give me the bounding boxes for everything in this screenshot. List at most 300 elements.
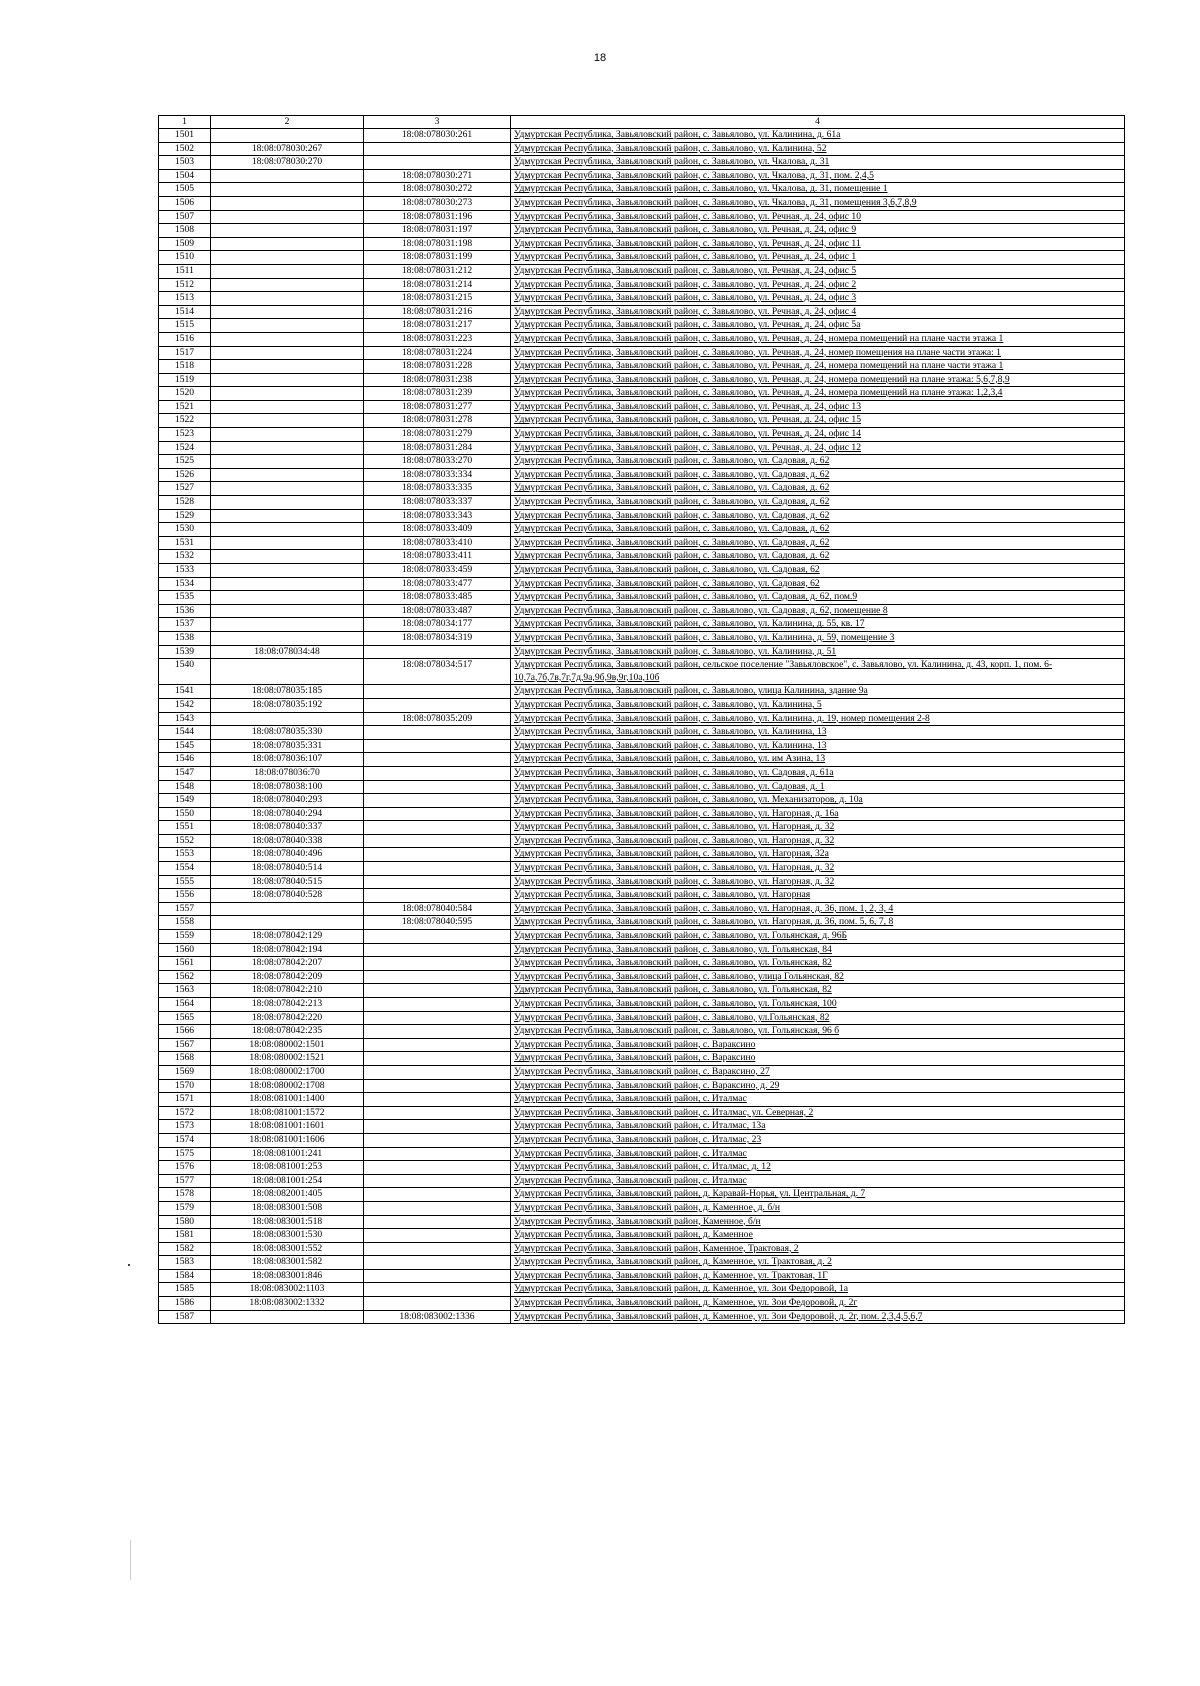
cadastral-number-col2: [211, 305, 364, 319]
cadastral-number-col3: [364, 1283, 511, 1297]
cadastral-number-col2: [211, 536, 364, 550]
scan-speck: [128, 1264, 130, 1266]
address: Удмуртская Республика, Завьяловский район, с. Завьялово, ул. Садовая, д. 62: [511, 482, 1125, 496]
address: Удмуртская Республика, Завьяловский район, с. Завьялово, ул. Гольянская, 100: [511, 998, 1125, 1012]
row-number: 1573: [159, 1120, 211, 1134]
cadastral-number-col2: 18:08:078035:192: [211, 698, 364, 712]
address: Удмуртская Республика, Завьяловский район, с. Завьялово, ул. Чкалова, д. 31, помещения 3,6,7,8,9: [511, 196, 1125, 210]
table-row: [159, 1052, 1125, 1066]
address: Удмуртская Республика, Завьяловский район, с. Италмас: [511, 1147, 1125, 1161]
address: Удмуртская Республика, Завьяловский район, с. Завьялово, ул. Калинина, д. 61а: [511, 129, 1125, 143]
row-number: 1529: [159, 509, 211, 523]
row-number: 1566: [159, 1025, 211, 1039]
cadastral-number-col3: 18:08:083002:1336: [364, 1310, 511, 1324]
row-number: 1551: [159, 821, 211, 835]
cadastral-number-col3: [364, 142, 511, 156]
address: Удмуртская Республика, Завьяловский район, с. Завьялово, ул. Речная, д. 24, офис 4: [511, 305, 1125, 319]
address: Удмуртская Республика, Завьяловский район, с. Завьялово, ул. Гольянская, 96 б: [511, 1025, 1125, 1039]
row-number: 1516: [159, 332, 211, 346]
row-number: 1517: [159, 346, 211, 360]
row-number: 1533: [159, 564, 211, 578]
cadastral-number-col3: 18:08:078030:261: [364, 129, 511, 143]
row-number: 1507: [159, 210, 211, 224]
row-number: 1519: [159, 373, 211, 387]
address: Удмуртская Республика, Завьяловский район, с. Завьялово, ул. Речная, д. 24, номера помещений на плане этажа: 5,6,7,8,9: [511, 373, 1125, 387]
cadastral-number-col2: [211, 455, 364, 469]
cadastral-number-col2: [211, 414, 364, 428]
table-row: [159, 618, 1125, 632]
table-row: [159, 862, 1125, 876]
cadastral-number-col3: [364, 1174, 511, 1188]
row-number: 1556: [159, 889, 211, 903]
cadastral-number-col3: [364, 1120, 511, 1134]
cadastral-number-col3: [364, 834, 511, 848]
cadastral-number-col3: [364, 1269, 511, 1283]
table-row: [159, 834, 1125, 848]
cadastral-number-col3: 18:08:078031:239: [364, 387, 511, 401]
address: Удмуртская Республика, Завьяловский район, д. Каменное, ул. Зои Федоровой, 1а: [511, 1283, 1125, 1297]
cadastral-number-col3: 18:08:078034:517: [364, 659, 511, 685]
cadastral-number-col3: 18:08:078033:335: [364, 482, 511, 496]
table-row: [159, 1201, 1125, 1215]
cadastral-number-col2: 18:08:081001:241: [211, 1147, 364, 1161]
row-number: 1583: [159, 1256, 211, 1270]
cadastral-number-col3: [364, 698, 511, 712]
table-row: [159, 970, 1125, 984]
table-row: [159, 455, 1125, 469]
row-number: 1504: [159, 169, 211, 183]
address: Удмуртская Республика, Завьяловский район, с. Завьялово, ул. Садовая, д. 1: [511, 780, 1125, 794]
address: Удмуртская Республика, Завьяловский район, д. Каменное, д. б/н: [511, 1201, 1125, 1215]
cadastral-number-col3: [364, 766, 511, 780]
cadastral-number-col2: [211, 332, 364, 346]
row-number: 1555: [159, 875, 211, 889]
address: Удмуртская Республика, Завьяловский район, д. Каменное, ул. Трактовая, д. 2: [511, 1256, 1125, 1270]
table-row: [159, 889, 1125, 903]
cadastral-number-col3: [364, 957, 511, 971]
address: Удмуртская Республика, Завьяловский район, с. Вараксино, 27: [511, 1065, 1125, 1079]
table-row: [159, 726, 1125, 740]
cadastral-number-col2: [211, 482, 364, 496]
address: Удмуртская Республика, Завьяловский район, с. Завьялово, ул. Речная, д. 24, офис 12: [511, 441, 1125, 455]
cadastral-number-col3: [364, 1038, 511, 1052]
cadastral-number-col3: [364, 862, 511, 876]
cadastral-number-col2: 18:08:078040:338: [211, 834, 364, 848]
address: Удмуртская Республика, Завьяловский район, с. Завьялово, ул. Речная, д. 24, офис 3: [511, 292, 1125, 306]
cadastral-number-col2: 18:08:078040:528: [211, 889, 364, 903]
table-row: [159, 984, 1125, 998]
cadastral-number-col2: 18:08:078038:100: [211, 780, 364, 794]
table-row: [159, 1133, 1125, 1147]
cadastral-number-col2: 18:08:078042:209: [211, 970, 364, 984]
cadastral-number-col3: 18:08:078033:337: [364, 496, 511, 510]
address: Удмуртская Республика, Завьяловский район, Каменное, Трактовая, 2: [511, 1242, 1125, 1256]
cadastral-number-col3: 18:08:078033:411: [364, 550, 511, 564]
cadastral-number-col2: [211, 373, 364, 387]
address: Удмуртская Республика, Завьяловский район, с. Завьялово, ул. Садовая, д. 62: [511, 455, 1125, 469]
address: Удмуртская Республика, Завьяловский район, с. Завьялово, ул. Речная, д. 24, офис 13: [511, 400, 1125, 414]
cadastral-number-col2: [211, 428, 364, 442]
cadastral-number-col3: 18:08:078031:217: [364, 319, 511, 333]
table-row: [159, 142, 1125, 156]
address: Удмуртская Республика, Завьяловский район, с. Завьялово, ул. Речная, д. 24, офис 10: [511, 210, 1125, 224]
address: Удмуртская Республика, Завьяловский район, д. Каменное, ул. Зои Федоровой, д. 2г, пом. 2,3,4,5,6,7: [511, 1310, 1125, 1324]
address: Удмуртская Республика, Завьяловский район, с. Завьялово, ул. Калинина, д. 51: [511, 645, 1125, 659]
cadastral-number-col3: 18:08:078034:177: [364, 618, 511, 632]
address: Удмуртская Республика, Завьяловский район, с. Завьялово, ул. Речная, д. 24, номера помещений на плане части этажа 1: [511, 332, 1125, 346]
row-number: 1537: [159, 618, 211, 632]
table-row: [159, 1038, 1125, 1052]
table-row: [159, 698, 1125, 712]
cadastral-number-col2: 18:08:078042:235: [211, 1025, 364, 1039]
cadastral-number-col3: 18:08:078034:319: [364, 631, 511, 645]
cadastral-number-col3: [364, 156, 511, 170]
cadastral-number-col3: [364, 1201, 511, 1215]
cadastral-number-col2: 18:08:081001:1606: [211, 1133, 364, 1147]
row-number: 1538: [159, 631, 211, 645]
address: Удмуртская Республика, Завьяловский район, с. Завьялово, ул.Гольянская, 82: [511, 1011, 1125, 1025]
table-row: [159, 1283, 1125, 1297]
address: Удмуртская Республика, Завьяловский район, д. Каменное, ул. Зои Федоровой, д. 2г: [511, 1297, 1125, 1311]
table-row: [159, 780, 1125, 794]
row-number: 1505: [159, 183, 211, 197]
row-number: 1526: [159, 468, 211, 482]
row-number: 1569: [159, 1065, 211, 1079]
address: Удмуртская Республика, Завьяловский район, Каменное, б/н: [511, 1215, 1125, 1229]
address: Удмуртская Республика, Завьяловский район, с. Завьялово, ул. Садовая, д. 62: [511, 509, 1125, 523]
row-number: 1552: [159, 834, 211, 848]
address: Удмуртская Республика, Завьяловский район, с. Завьялово, ул. Гольянская, д. 96Б: [511, 930, 1125, 944]
address: Удмуртская Республика, Завьяловский район, с. Завьялово, ул. Калинина, 5: [511, 698, 1125, 712]
cadastral-number-col3: [364, 1229, 511, 1243]
table-row: [159, 129, 1125, 143]
table-row: [159, 766, 1125, 780]
table-row: [159, 550, 1125, 564]
cadastral-number-col3: 18:08:078030:271: [364, 169, 511, 183]
cadastral-number-col2: [211, 468, 364, 482]
address: Удмуртская Республика, Завьяловский район, с. Завьялово, ул. Речная, д. 24, офис 9: [511, 224, 1125, 238]
cadastral-number-col3: [364, 739, 511, 753]
row-number: 1509: [159, 237, 211, 251]
cadastral-number-col3: [364, 1079, 511, 1093]
cadastral-number-col3: 18:08:078033:343: [364, 509, 511, 523]
cadastral-number-col2: [211, 523, 364, 537]
row-number: 1546: [159, 753, 211, 767]
address: Удмуртская Республика, Завьяловский район, с. Завьялово, ул. Чкалова, д. 31, пом. 2,4,5: [511, 169, 1125, 183]
row-number: 1510: [159, 251, 211, 265]
table-row: [159, 536, 1125, 550]
address: Удмуртская Республика, Завьяловский район, с. Завьялово, ул. Нагорная, д. 36, пом. 1, 2, 3, 4: [511, 902, 1125, 916]
cadastral-number-col3: 18:08:078031:284: [364, 441, 511, 455]
cadastral-number-col2: [211, 564, 364, 578]
row-number: 1570: [159, 1079, 211, 1093]
cadastral-number-col2: 18:08:078042:213: [211, 998, 364, 1012]
scan-margin-mark: [130, 1540, 131, 1580]
table-row: [159, 1269, 1125, 1283]
address: Удмуртская Республика, Завьяловский район, с. Завьялово, ул. Калинина, 13: [511, 726, 1125, 740]
row-number: 1528: [159, 496, 211, 510]
table-row: [159, 1188, 1125, 1202]
address: Удмуртская Республика, Завьяловский район, с. Италмас, д. 12: [511, 1161, 1125, 1175]
cadastral-number-col2: 18:08:078042:220: [211, 1011, 364, 1025]
address: Удмуртская Республика, Завьяловский район, с. Завьялово, ул. Садовая, д. 62, пом.9: [511, 591, 1125, 605]
cadastral-number-col2: 18:08:081001:253: [211, 1161, 364, 1175]
row-number: 1524: [159, 441, 211, 455]
row-number: 1575: [159, 1147, 211, 1161]
address: Удмуртская Республика, Завьяловский район, с. Завьялово, ул. Нагорная, д. 32: [511, 875, 1125, 889]
address: Удмуртская Республика, Завьяловский район, с. Завьялово, ул. Гольянская, 82: [511, 984, 1125, 998]
cadastral-number-col3: [364, 821, 511, 835]
cadastral-number-col2: 18:08:078036:107: [211, 753, 364, 767]
table-row: [159, 1297, 1125, 1311]
cadastral-number-col2: [211, 509, 364, 523]
cadastral-number-col3: [364, 984, 511, 998]
row-number: 1518: [159, 360, 211, 374]
cadastral-number-col3: 18:08:078035:209: [364, 712, 511, 726]
row-number: 1530: [159, 523, 211, 537]
table-row: [159, 1174, 1125, 1188]
row-number: 1539: [159, 645, 211, 659]
table-row: [159, 292, 1125, 306]
cadastral-number-col3: 18:08:078033:485: [364, 591, 511, 605]
table-row: [159, 930, 1125, 944]
cadastral-number-col2: 18:08:078036:70: [211, 766, 364, 780]
cadastral-number-col2: 18:08:083001:508: [211, 1201, 364, 1215]
cadastral-number-col3: 18:08:078031:238: [364, 373, 511, 387]
cadastral-number-col3: [364, 1256, 511, 1270]
cadastral-number-col3: 18:08:078031:223: [364, 332, 511, 346]
address: Удмуртская Республика, Завьяловский район, с. Завьялово, ул. Калинина, д. 19, номер помещения 2-8: [511, 712, 1125, 726]
cadastral-number-col3: 18:08:078033:334: [364, 468, 511, 482]
row-number: 1576: [159, 1161, 211, 1175]
table-row: [159, 210, 1125, 224]
cadastral-number-col2: 18:08:078040:337: [211, 821, 364, 835]
cadastral-number-col2: 18:08:081001:254: [211, 1174, 364, 1188]
table-row: [159, 156, 1125, 170]
cadastral-number-col2: [211, 550, 364, 564]
table-row: [159, 496, 1125, 510]
row-number: 1581: [159, 1229, 211, 1243]
row-number: 1559: [159, 930, 211, 944]
address: Удмуртская Республика, Завьяловский район, с. Завьялово, ул. Чкалова, д. 31, помещение 1: [511, 183, 1125, 197]
table-row: [159, 794, 1125, 808]
table-row: [159, 957, 1125, 971]
cadastral-number-col2: [211, 618, 364, 632]
row-number: 1522: [159, 414, 211, 428]
cadastral-number-col2: [211, 712, 364, 726]
cadastral-number-col3: [364, 1052, 511, 1066]
table-row: [159, 346, 1125, 360]
row-number: 1544: [159, 726, 211, 740]
address: Удмуртская Республика, Завьяловский район, д. Каменное, ул. Трактовая, 1Г: [511, 1269, 1125, 1283]
row-number: 1502: [159, 142, 211, 156]
cadastral-number-col3: 18:08:078031:279: [364, 428, 511, 442]
row-number: 1532: [159, 550, 211, 564]
cadastral-number-col3: [364, 1215, 511, 1229]
table-row: [159, 1079, 1125, 1093]
row-number: 1506: [159, 196, 211, 210]
cadastral-number-col3: [364, 875, 511, 889]
header-col-2: 2: [211, 116, 364, 129]
row-number: 1542: [159, 698, 211, 712]
row-number: 1512: [159, 278, 211, 292]
cadastral-number-col3: [364, 889, 511, 903]
row-number: 1511: [159, 264, 211, 278]
header-col-4: 4: [511, 116, 1125, 129]
table-row: [159, 400, 1125, 414]
table-row: [159, 1256, 1125, 1270]
cadastral-number-col3: 18:08:078031:278: [364, 414, 511, 428]
table-row: [159, 916, 1125, 930]
table-row: [159, 1242, 1125, 1256]
cadastral-number-col3: 18:08:078031:277: [364, 400, 511, 414]
row-number: 1582: [159, 1242, 211, 1256]
cadastral-number-col2: 18:08:080002:1700: [211, 1065, 364, 1079]
cadastral-number-col2: [211, 319, 364, 333]
address: Удмуртская Республика, Завьяловский район, с. Вараксино: [511, 1052, 1125, 1066]
cadastral-number-col2: 18:08:078035:185: [211, 685, 364, 699]
cadastral-number-col3: [364, 780, 511, 794]
cadastral-number-col2: 18:08:078040:515: [211, 875, 364, 889]
cadastral-number-col2: 18:08:081001:1400: [211, 1093, 364, 1107]
address: Удмуртская Республика, Завьяловский район, с. Италмас: [511, 1174, 1125, 1188]
address: Удмуртская Республика, Завьяловский район, с. Завьялово, ул. Садовая, д. 62: [511, 523, 1125, 537]
cadastral-number-col3: [364, 970, 511, 984]
cadastral-number-col3: 18:08:078040:595: [364, 916, 511, 930]
cadastral-number-col3: 18:08:078031:224: [364, 346, 511, 360]
table-row: [159, 848, 1125, 862]
header-col-3: 3: [364, 116, 511, 129]
row-number: 1536: [159, 604, 211, 618]
row-number: 1545: [159, 739, 211, 753]
address: Удмуртская Республика, Завьяловский район, с. Италмас, 13а: [511, 1120, 1125, 1134]
table-header-row: [159, 116, 1125, 129]
table-row: [159, 998, 1125, 1012]
cadastral-number-col2: 18:08:078040:293: [211, 794, 364, 808]
cadastral-number-col3: 18:08:078033:477: [364, 577, 511, 591]
row-number: 1577: [159, 1174, 211, 1188]
cadastral-table: [158, 115, 1125, 1324]
table-row: [159, 468, 1125, 482]
cadastral-number-col2: [211, 604, 364, 618]
cadastral-number-col2: [211, 577, 364, 591]
table-row: [159, 169, 1125, 183]
row-number: 1501: [159, 129, 211, 143]
row-number: 1548: [159, 780, 211, 794]
row-number: 1503: [159, 156, 211, 170]
cadastral-number-col3: [364, 794, 511, 808]
address: Удмуртская Республика, Завьяловский район, с. Завьялово, ул. Нагорная, д. 32: [511, 821, 1125, 835]
table-row: [159, 577, 1125, 591]
row-number: 1578: [159, 1188, 211, 1202]
row-number: 1572: [159, 1106, 211, 1120]
address: Удмуртская Республика, Завьяловский район, с. Завьялово, ул. Садовая, д. 62: [511, 536, 1125, 550]
cadastral-number-col3: [364, 807, 511, 821]
cadastral-number-col2: [211, 251, 364, 265]
row-number: 1527: [159, 482, 211, 496]
row-number: 1513: [159, 292, 211, 306]
cadastral-number-col2: 18:08:078042:210: [211, 984, 364, 998]
address: Удмуртская Республика, Завьяловский район, с. Завьялово, улица Гольянская, 82: [511, 970, 1125, 984]
row-number: 1579: [159, 1201, 211, 1215]
row-number: 1525: [159, 455, 211, 469]
table-row: [159, 373, 1125, 387]
address: Удмуртская Республика, Завьяловский район, с. Завьялово, ул. Речная, д. 24, номера помещений на плане этажа: 1,2,3,4: [511, 387, 1125, 401]
cadastral-number-col3: [364, 1161, 511, 1175]
address: Удмуртская Республика, Завьяловский район, с. Завьялово, ул. Калинина, д. 55, кв. 17: [511, 618, 1125, 632]
table-row: [159, 237, 1125, 251]
address: Удмуртская Республика, Завьяловский район, с. Завьялово, ул. Гольянская, 82: [511, 957, 1125, 971]
address: Удмуртская Республика, Завьяловский район, с. Завьялово, ул. Гольянская, 84: [511, 943, 1125, 957]
row-number: 1553: [159, 848, 211, 862]
table-row: [159, 183, 1125, 197]
row-number: 1565: [159, 1011, 211, 1025]
table-row: [159, 875, 1125, 889]
row-number: 1584: [159, 1269, 211, 1283]
table-row: [159, 807, 1125, 821]
row-number: 1567: [159, 1038, 211, 1052]
table-row: [159, 631, 1125, 645]
table-row: [159, 523, 1125, 537]
row-number: 1580: [159, 1215, 211, 1229]
address: Удмуртская Республика, Завьяловский район, с. Завьялово, ул. Речная, д. 24, офис 11: [511, 237, 1125, 251]
cadastral-number-col2: [211, 278, 364, 292]
cadastral-number-col2: [211, 631, 364, 645]
table-row: [159, 821, 1125, 835]
table-row: [159, 659, 1125, 685]
cadastral-number-col2: 18:08:083001:846: [211, 1269, 364, 1283]
row-number: 1508: [159, 224, 211, 238]
row-number: 1521: [159, 400, 211, 414]
table-row: [159, 1147, 1125, 1161]
cadastral-number-col2: [211, 902, 364, 916]
table-body: [159, 129, 1125, 1324]
address: Удмуртская Республика, Завьяловский район, с. Италмас: [511, 1093, 1125, 1107]
cadastral-number-col2: 18:08:078035:330: [211, 726, 364, 740]
cadastral-number-col3: [364, 753, 511, 767]
table-row: [159, 1310, 1125, 1324]
cadastral-number-col2: 18:08:081001:1601: [211, 1120, 364, 1134]
cadastral-number-col3: [364, 726, 511, 740]
cadastral-number-col2: [211, 183, 364, 197]
cadastral-number-col2: [211, 496, 364, 510]
cadastral-number-col3: [364, 1011, 511, 1025]
row-number: 1560: [159, 943, 211, 957]
address: Удмуртская Республика, Завьяловский район, с. Завьялово, ул. Речная, д. 24, офис 15: [511, 414, 1125, 428]
table-row: [159, 753, 1125, 767]
row-number: 1564: [159, 998, 211, 1012]
table-row: [159, 264, 1125, 278]
cadastral-number-col3: 18:08:078031:199: [364, 251, 511, 265]
cadastral-number-col3: 18:08:078033:459: [364, 564, 511, 578]
cadastral-number-col2: [211, 264, 364, 278]
address: Удмуртская Республика, Завьяловский район, д. Каменное: [511, 1229, 1125, 1243]
cadastral-number-col3: [364, 1106, 511, 1120]
table-row: [159, 564, 1125, 578]
row-number: 1563: [159, 984, 211, 998]
address: Удмуртская Республика, Завьяловский район, с. Завьялово, ул. Нагорная, д. 36, пом. 5, 6, 7, 8: [511, 916, 1125, 930]
table-row: [159, 1229, 1125, 1243]
address: Удмуртская Республика, Завьяловский район, с. Завьялово, ул. Речная, д. 24, офис 2: [511, 278, 1125, 292]
cadastral-number-col2: 18:08:083002:1332: [211, 1297, 364, 1311]
table-row: [159, 1215, 1125, 1229]
row-number: 1574: [159, 1133, 211, 1147]
address: Удмуртская Республика, Завьяловский район, с. Завьялово, ул. Речная, д. 24, номера помещений на плане части этажа 1: [511, 360, 1125, 374]
address: Удмуртская Республика, Завьяловский район, с. Завьялово, ул. Нагорная, д. 32: [511, 834, 1125, 848]
cadastral-number-col3: 18:08:078031:216: [364, 305, 511, 319]
cadastral-number-col2: [211, 224, 364, 238]
cadastral-number-col2: 18:08:080002:1708: [211, 1079, 364, 1093]
